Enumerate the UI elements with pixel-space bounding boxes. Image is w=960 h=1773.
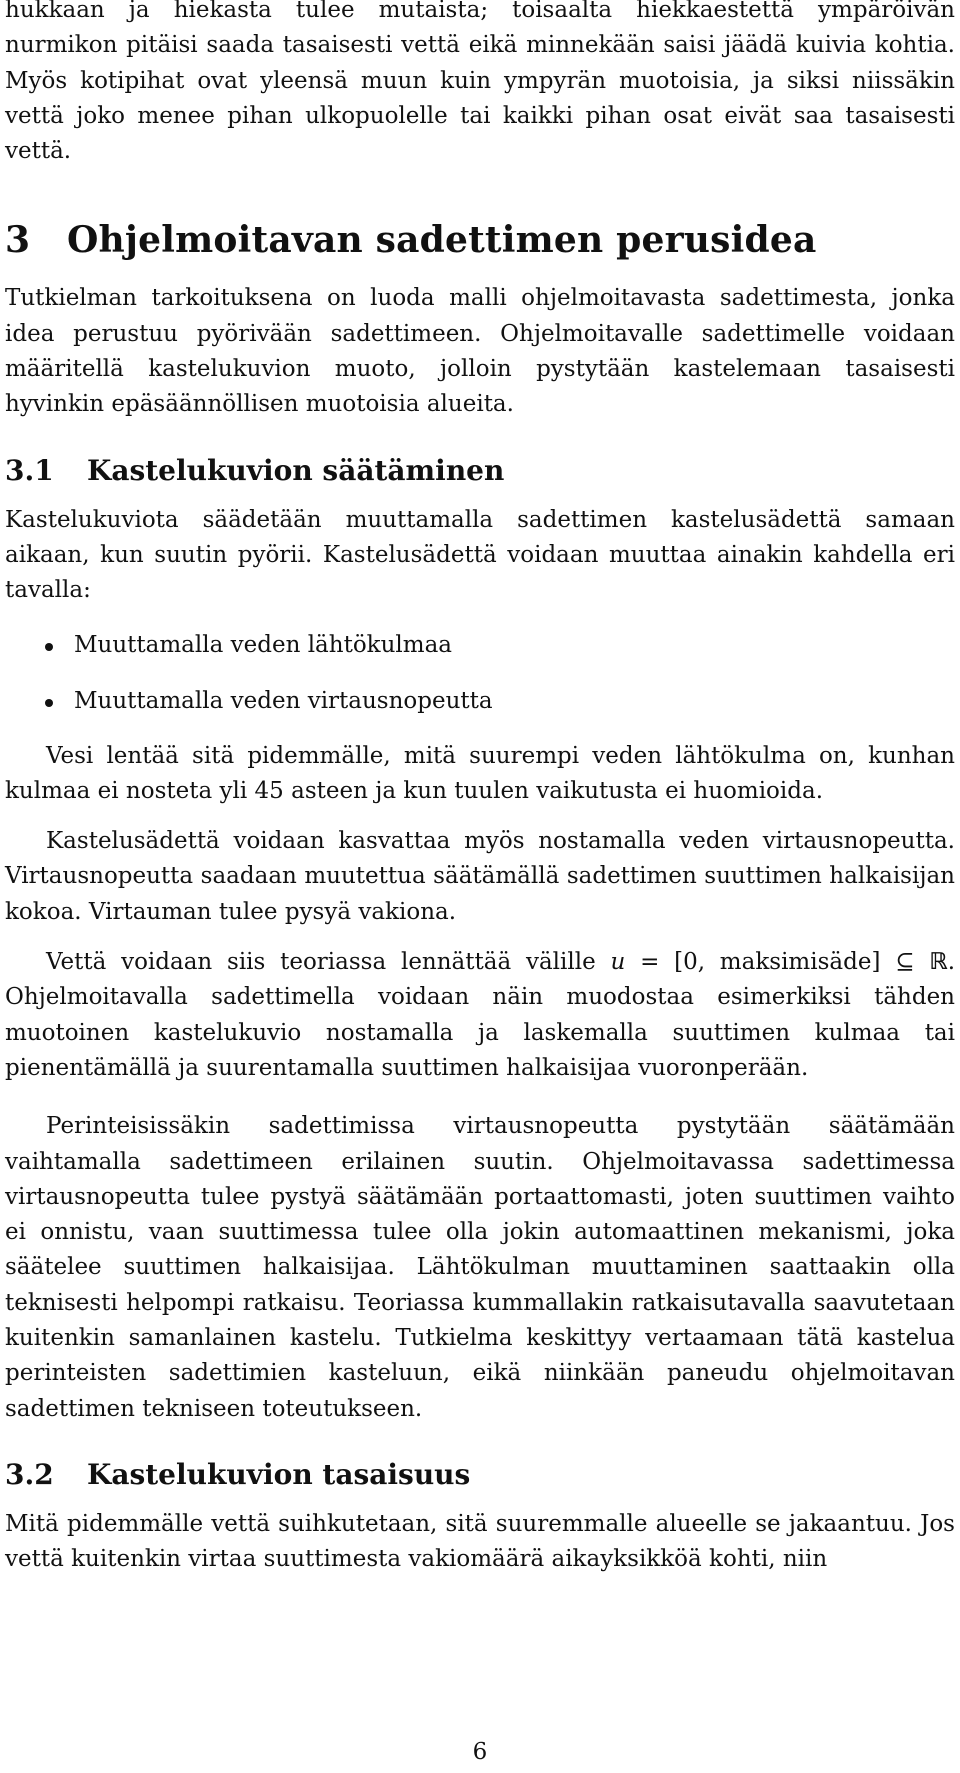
method-list <box>5 628 955 719</box>
paragraph-text: . Ohjelmoitavalla sadettimella voidaan näin muodostaa esimerkiksi tähden muotoinen kastelukuvio nostamalla ja laskemalla suuttimen kulmaa tai pienentämällä ja suurentamalla suuttimen halkaisijaa vuoronperään. <box>5 949 955 1081</box>
intro-paragraph: hukkaan ja hiekasta tulee mutaista; toisaalta hiekkaestettä ympäröivän nurmikon pitäisi saada tasaisesti vettä eikä minnekään saisi jäädä kuivia kohtia. Myös kotipihat ovat yleensä muun kuin ympyrän muotoisia, ja siksi niissäkin vettä joko menee pihan ulkopuolelle tai kaikki pihan osat eivät saa tasaisesti vettä. <box>5 0 955 165</box>
math-variable: u <box>610 949 626 976</box>
section-3-paragraph: Tutkielman tarkoituksena on luoda malli ohjelmoitavasta sadettimesta, jonka idea perustuu pyörivään sadettimeen. Ohjelmoitavalle sadettimelle voidaan määritellä kastelukuvion muoto, jolloin pystytään kastelemaan tasaisesti hyvinkin epäsäännöllisen muotoisia alueita. <box>5 285 955 418</box>
list-item-text: Muuttamalla veden virtausnopeutta <box>74 687 493 714</box>
list-item-text: Muuttamalla veden lähtökulmaa <box>74 631 453 658</box>
section-3-1-paragraph-5: Perinteisissäkin sadettimissa virtausnopeutta pystytään säätämään vaihtamalla sadettimeen erilainen suutin. Ohjelmoitavassa sadettimessa virtausnopeutta tulee pystyä säätämään portaattomasti, joten suuttimen vaihto ei onnistu, vaan suuttimessa tulee olla jokin automaattinen mekanismi, joka säätelee suuttimen halkaisijaa. Lähtökulman muuttaminen saattaakin olla teknisesti helpompi ratkaisu. Teoriassa kummallakin ratkaisutavalla saavutetaan kuitenkin samanlainen kastelu. Tutkielma keskittyy vertaamaan tätä kastelua perinteisten sadettimien kasteluun, eikä niinkään paneudu ohjelmoitavan sadettimen tekniseen toteutukseen. <box>5 1113 955 1422</box>
section-3-1-paragraph-3: Kastelusädettä voidaan kasvattaa myös nostamalla veden virtausnopeutta. Virtausnopeutta saadaan muutettua säätämällä sadettimen suuttimen halkaisijan kokoa. Virtauman tulee pysyä vakiona. <box>5 828 955 925</box>
document-page <box>5 0 955 1578</box>
section-3-1-paragraph-4 <box>5 945 955 1086</box>
section-3-1-heading <box>5 453 955 489</box>
section-number: 3.2 <box>5 1457 54 1491</box>
section-number: 3.1 <box>5 453 54 487</box>
section-3-1-paragraph-1: Kastelukuviota säädetään muuttamalla sadettimen kastelusädettä samaan aikaan, kun suutin pyörii. Kastelusädettä voidaan muuttaa ainakin kahdella eri tavalla: <box>5 506 955 604</box>
section-title: Kastelukuvion tasaisuus <box>87 1457 471 1491</box>
bullet-icon <box>45 699 53 707</box>
section-3-2-heading <box>5 1457 955 1493</box>
list-item <box>5 628 955 663</box>
math-formula: = [0, maksimisäde] ⊆ <box>625 949 930 976</box>
bullet-icon <box>45 643 53 651</box>
section-title: Kastelukuvion säätäminen <box>87 453 505 487</box>
section-number: 3 <box>5 219 31 262</box>
real-numbers-symbol: ℝ <box>929 949 948 976</box>
list-item <box>5 684 955 719</box>
section-3-heading <box>5 218 955 262</box>
section-title: Ohjelmoitavan sadettimen perusidea <box>67 219 817 262</box>
section-3-2-paragraph: Mitä pidemmälle vettä suihkutetaan, sitä suuremmalle alueelle se jakaantuu. Jos vettä kuitenkin virtaa suuttimesta vakiomäärä aikayksikköä kohti, niin <box>5 1510 955 1573</box>
page-number: 6 <box>472 1739 488 1765</box>
paragraph-text: Vettä voidaan siis teoriassa lennättää välille <box>46 949 611 976</box>
section-3-1-paragraph-2: Vesi lentää sitä pidemmälle, mitä suurempi veden lähtökulma on, kunhan kulmaa ei nosteta yli 45 asteen ja kun tuulen vaikutusta ei huomioida. <box>5 742 955 804</box>
